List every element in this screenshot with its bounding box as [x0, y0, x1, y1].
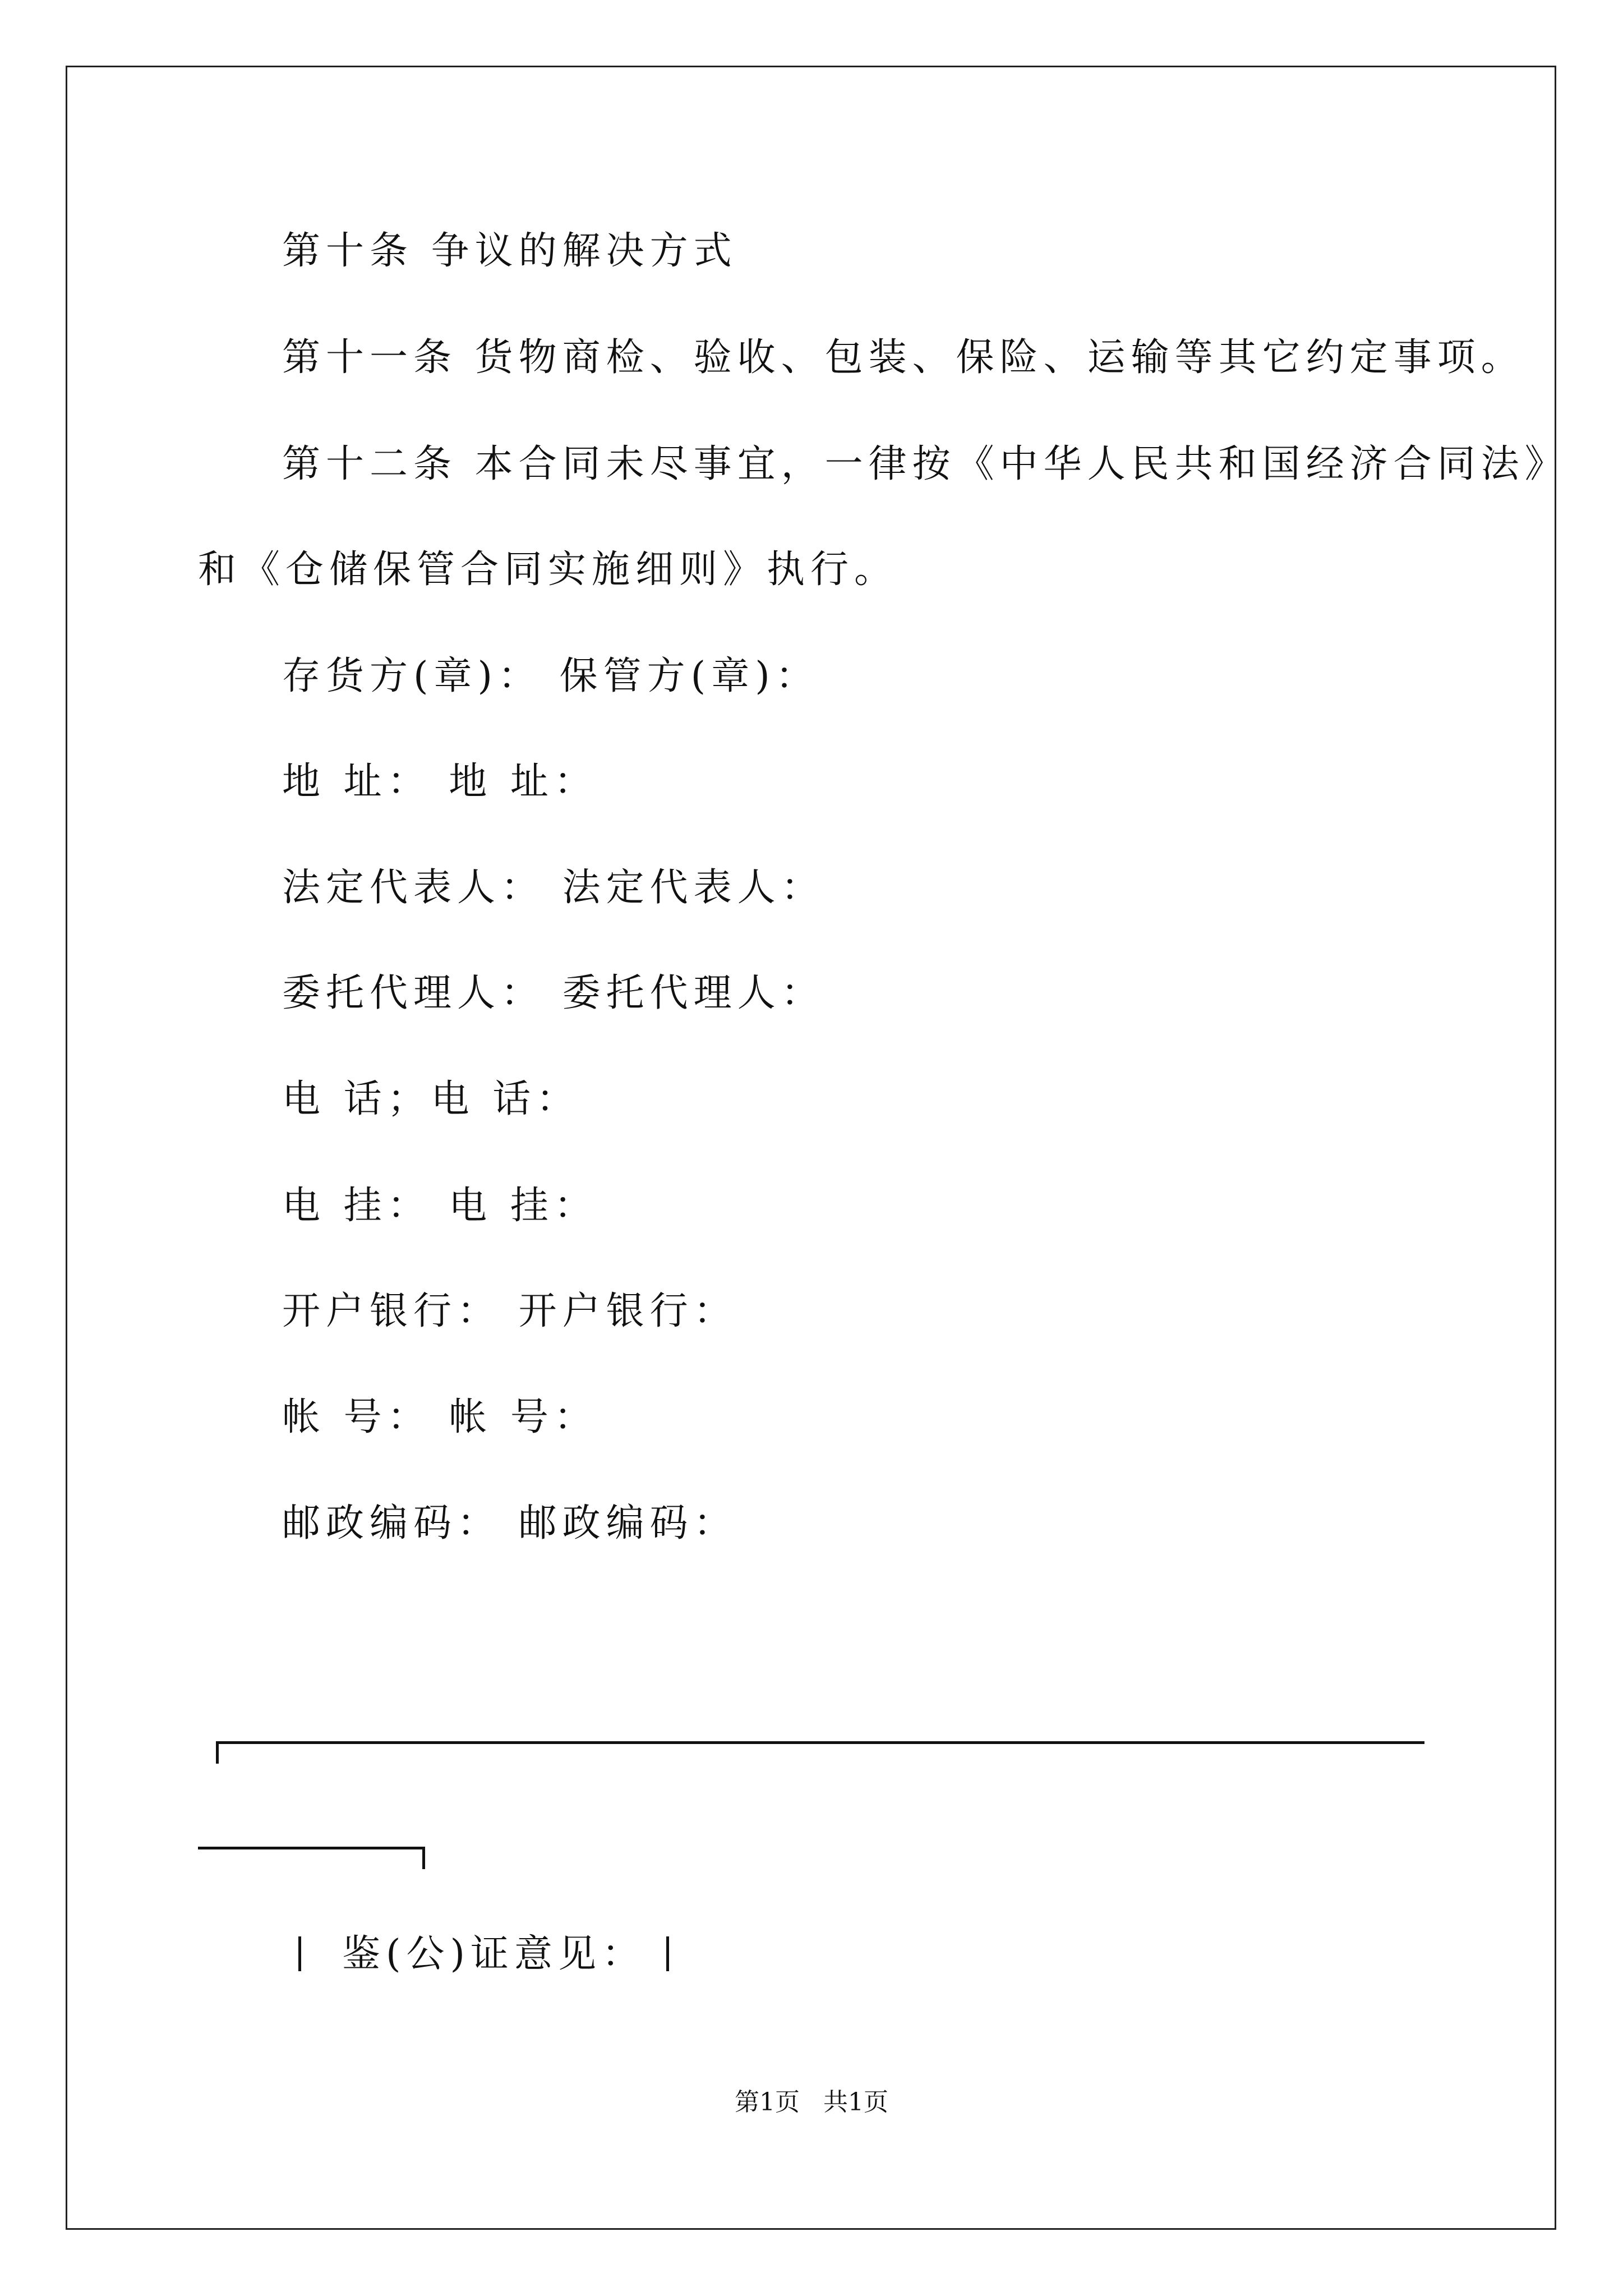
account-number-row: 帐 号： 帐 号： [282, 1395, 598, 1439]
table-mid-right-tick [422, 1847, 425, 1869]
notary-right-border [666, 1936, 669, 1971]
article-10: 第十条 争议的解决方式 [282, 229, 737, 273]
address-row: 地 址： 地 址： [282, 760, 598, 804]
bank-row: 开户银行： 开户银行： [282, 1289, 737, 1333]
telephone-row: 电 话；电 话： [282, 1077, 580, 1121]
authorized-agent-row: 委托代理人： 委托代理人： [282, 971, 825, 1015]
page-footer: 第1页 共1页 [735, 2088, 888, 2116]
postal-code-row: 邮政编码： 邮政编码： [282, 1501, 737, 1545]
legal-representative-row: 法定代表人： 法定代表人： [282, 866, 825, 910]
table-mid-line [198, 1847, 425, 1849]
article-12: 第十二条 本合同未尽事宜，一律按《中华人民共和国经济合同法》 [282, 442, 1569, 486]
page-border [66, 66, 1556, 2230]
article-12-continued: 和《仓储保管合同实施细则》执行。 [198, 547, 898, 592]
table-top-line [216, 1741, 1424, 1744]
telegraph-row: 电 挂： 电 挂： [282, 1184, 598, 1228]
article-11: 第十一条 货物商检、验收、包装、保险、运输等其它约定事项。 [282, 335, 1525, 380]
table-top-left-tick [216, 1741, 219, 1764]
party-seal-row: 存货方(章)： 保管方(章)： [282, 654, 819, 698]
notary-opinion-label: 鉴(公)证意见： [342, 1932, 646, 1976]
notary-left-border [298, 1936, 301, 1971]
